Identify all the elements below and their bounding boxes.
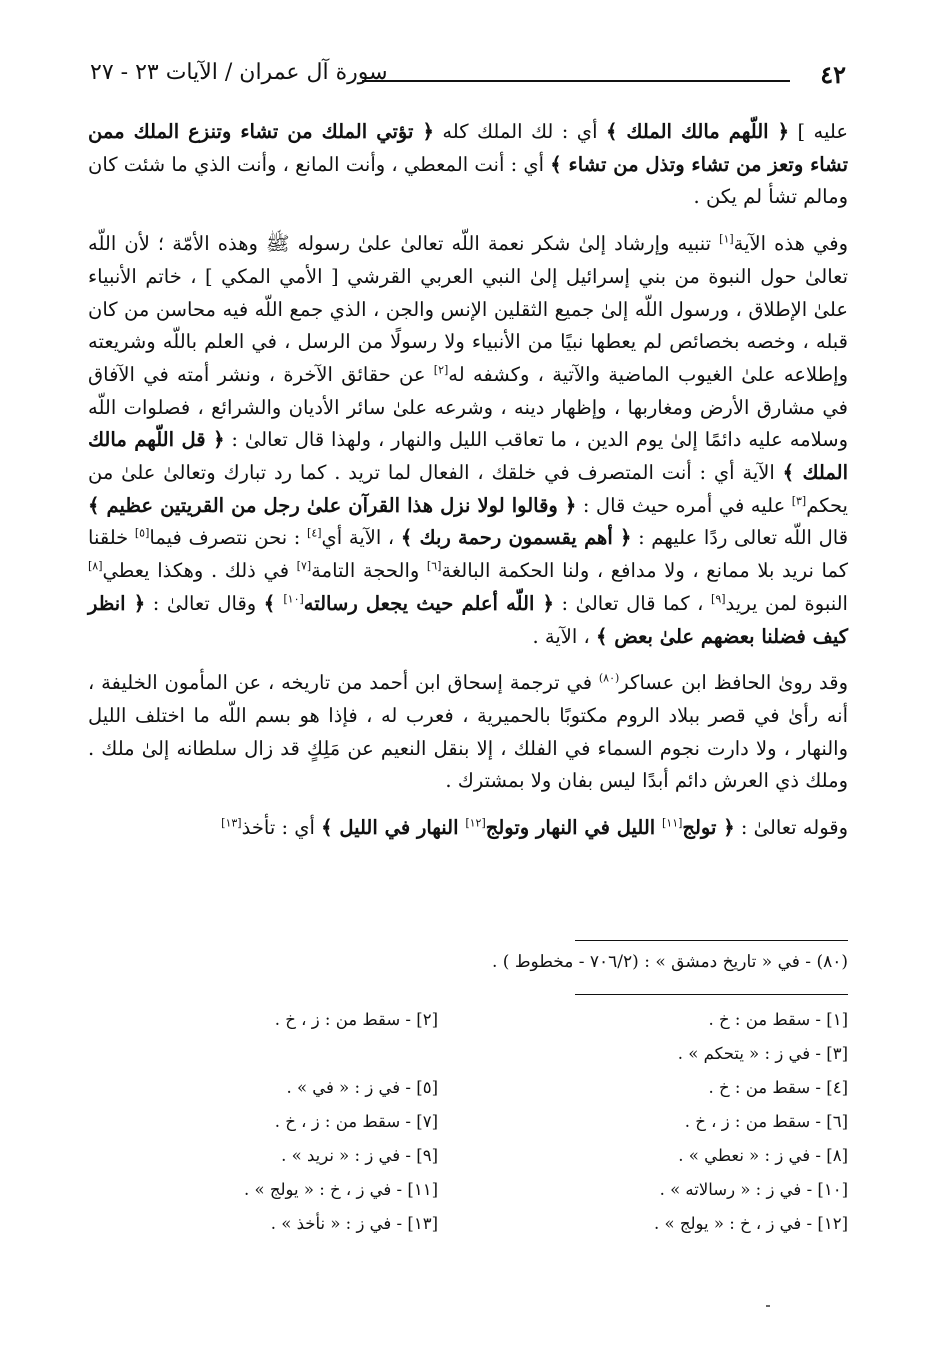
text-run: وقال تعالىٰ : — [145, 591, 264, 615]
footnote: [١٠] - في ز : « رسالاته » . — [659, 1180, 848, 1199]
text-run: قال اللّه تعالى ردًا عليهم : — [631, 526, 849, 550]
quran-verse: ﴿ وقالوا لولا نزل هذا القرآن علىٰ رجل من القريتين عظيم ﴾ — [88, 493, 577, 517]
quran-verse: الليل في النهار وتولج — [485, 816, 662, 840]
footnote-row — [200, 1078, 848, 1112]
quran-verse: ﴿ انظر كيف فضلنا بعضهم علىٰ بعض ﴾ — [88, 591, 848, 648]
text-run: أي : لك الملك كله — [433, 120, 606, 143]
footnote-ref: [٣] — [791, 494, 807, 508]
footnote: [٩] - في ز : « نريد » . — [281, 1146, 438, 1165]
text-run: ، الآية . — [532, 624, 596, 648]
quran-verse: ﴿ اللّهم مالك الملك ﴾ — [605, 120, 790, 143]
page-number: ٤٢ — [820, 60, 846, 89]
footnote-row — [200, 1112, 848, 1146]
footnote-row — [200, 1010, 848, 1044]
quran-verse: ﴿ تولج — [682, 816, 735, 840]
footnote-ref: [٦] — [426, 559, 442, 573]
scan-speck — [766, 1305, 770, 1307]
running-title: سورة آل عمران / الآيات ٢٣ - ٢٧ — [90, 60, 388, 85]
footnote-ref: [١٠] — [283, 592, 304, 606]
footnote-separator-2 — [575, 994, 848, 995]
quran-verse-end: ﴾ — [263, 591, 284, 615]
footnote-row — [200, 1044, 848, 1078]
page-header — [90, 58, 846, 98]
footnote-ref: [٨] — [88, 559, 103, 573]
footnote-separator — [575, 940, 848, 941]
text-run: عليه في أمره حيث قال : — [576, 493, 792, 517]
text-run: النبوة لمن يريد — [725, 591, 848, 615]
text-run: في ذلك . وهكذا يعطي — [102, 559, 297, 583]
footnote-ref: [١٢] — [465, 816, 486, 830]
text-run: : نحن نتصرف فيما — [149, 526, 308, 550]
quran-verse: ﴿ اللّه أعلم حيث يجعل رسالته — [303, 591, 554, 615]
footnote-row — [200, 1214, 848, 1248]
footnote: [٢] - سقط من : ز ، خ . — [274, 1010, 438, 1029]
footnote: [١١] - في ز ، خ : « يولج » . — [243, 1180, 438, 1199]
text-run: أي : أنت المعطي ، وأنت المانع ، وأنت الذي ما شئت كان ومالم تشأ لم يكن . — [88, 152, 848, 209]
text-run: ، كما قال تعالىٰ : — [553, 591, 712, 615]
source-footnote: (٨٠) - في « تاريخ دمشق » : (٧٠٦/٢ - مخطوط ) . — [491, 952, 848, 972]
text-run: ، الآية أي — [321, 526, 401, 550]
footnote: [١٢] - في ز ، خ : « يولج » . — [653, 1214, 848, 1233]
footnote-ref: [١] — [719, 232, 734, 246]
text-run: الآية أي : أنت المتصرف في خلقك ، الفعال لما تريد . كما رد تبارك وتعالىٰ علىٰ من يحكم — [88, 461, 848, 517]
footnote: [١] - سقط من : خ . — [708, 1010, 848, 1029]
footnote-ref: [١١] — [661, 816, 683, 830]
text-run: وقوله تعالىٰ : — [734, 816, 848, 840]
footnote: [٦] - سقط من : ز ، خ . — [684, 1112, 848, 1131]
footnote-ref: [٤] — [307, 526, 322, 540]
footnote: [٣] - في ز : « يتحكم » . — [677, 1044, 848, 1063]
header-rule — [362, 80, 790, 82]
text-run: وقد روىٰ الحافظ ابن عساكر — [619, 671, 848, 695]
text-run: أي : تأخذ — [241, 816, 322, 840]
paragraph-2 — [88, 228, 848, 653]
quran-verse: ﴿ قل اللّهم مالك الملك ﴾ — [88, 428, 848, 485]
paragraph-4 — [88, 812, 848, 845]
variant-footnotes — [200, 1010, 848, 1248]
footnote-ref: [٥] — [134, 526, 150, 540]
footnote: [٨] - في ز : « نعطي » . — [678, 1146, 848, 1165]
quran-verse: ﴿ تؤتي الملك من تشاء وتنزع الملك ممن تشاء وتعز من تشاء وتذل من تشاء ﴾ — [88, 120, 849, 176]
footnote: [١٣] - في ز : « نأخذ » . — [270, 1214, 438, 1233]
quran-verse: النهار في الليل ﴾ — [321, 816, 466, 840]
footnote-ref: [٧] — [296, 559, 312, 573]
text-run: عليه ] — [789, 120, 848, 143]
footnote-row — [200, 1180, 848, 1214]
footnote-ref: [٩] — [711, 592, 726, 606]
text-run: وفي هذه الآية — [733, 232, 849, 256]
text-run: عن حقائق الآخرة ، ونشر أمته في الآفاق في مشارق الأرض ومغاربها ، وإظهار دينه ، وشرعه علىٰ سائر الأديان والشرائع ، فصلوات اللّه وسلامه عليه دائمًا إلىٰ يوم الدين ، ما تعاقب الليل والنهار ، ولهذا قال تعالىٰ : — [88, 362, 848, 452]
text-run: في ترجمة إسحاق ابن أحمد من تاريخه ، عن المأمون الخليفة ، أنه رأىٰ في قصر ببلاد الروم مكتوبًا بالحميرية ، فعرب له ، فإذا هو بسم اللّه ما اختلف الليل والنهار ، ولا دارت نجوم السماء في الفلك ، إلا بنقل النعيم عن مَلِكٍ قد زال سلطانه إلىٰ ملك . وملك ذي العرش دائم أبدًا ليس بفان ولا بمشترك . — [88, 671, 848, 793]
quran-verse: ﴿ أهم يقسمون رحمة ربك ﴾ — [400, 526, 632, 550]
footnote-ref: (٨٠) — [598, 671, 620, 685]
main-text — [88, 116, 848, 845]
text-run: خلقنا كما نريد بلا ممانع ، ولا مدافع ، ولنا الحكمة البالغة — [88, 526, 849, 583]
paragraph-1 — [88, 116, 848, 214]
footnote: [٧] - سقط من : ز ، خ . — [274, 1112, 438, 1131]
text-run: والحجة التامة — [311, 559, 427, 583]
footnote: [٤] - سقط من : خ . — [708, 1078, 848, 1097]
text-run: تنبيه وإرشاد إلىٰ شكر نعمة اللّه تعالىٰ علىٰ رسوله ﷺ وهذه الأمّة ؛ لأن اللّه تعالىٰ حول النبوة من بني إسرائيل إلىٰ النبي العربي القرشي [ الأمي المكي ] ، خاتم الأنبياء علىٰ الإطلاق ، ورسول اللّه إلىٰ جميع الثقلين الإنس والجن ، الذي جمع اللّه فيه محاسن من كان قبله ، وخصه بخصائص لم يعطها نبيًا من الأنبياء ولا رسولًا من الرسل ، في العلم باللّه وشريعته وإطلاعه علىٰ الغيوب الماضية والآتية ، وكشفه له — [88, 232, 848, 386]
footnote: [٥] - في ز : « في » . — [286, 1078, 438, 1097]
paragraph-3 — [88, 667, 848, 798]
footnote-ref: [٢] — [433, 363, 449, 377]
footnote-row — [200, 1146, 848, 1180]
footnote-ref: [١٣] — [221, 816, 242, 830]
